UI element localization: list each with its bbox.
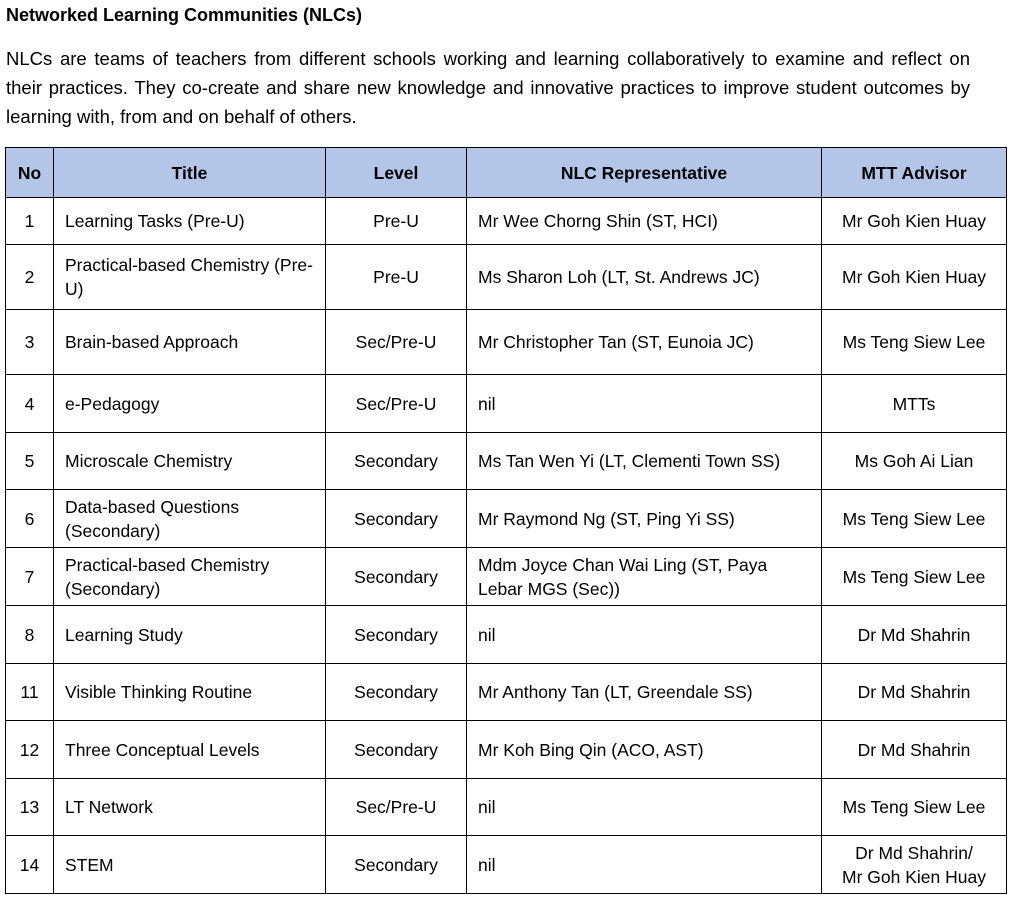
cell-advisor: Mr Goh Kien Huay bbox=[822, 198, 1007, 245]
table-row bbox=[6, 779, 1007, 836]
cell-advisor: MTTs bbox=[822, 375, 1007, 433]
cell-no: 4 bbox=[6, 375, 54, 433]
cell-no: 2 bbox=[6, 245, 54, 310]
cell-title: Practical-based Chemistry (Pre-U) bbox=[54, 245, 326, 310]
cell-level: Sec/Pre-U bbox=[326, 375, 467, 433]
cell-representative: nil bbox=[467, 375, 822, 433]
table-row bbox=[6, 198, 1007, 245]
cell-level: Secondary bbox=[326, 836, 467, 894]
cell-level: Pre-U bbox=[326, 198, 467, 245]
cell-level: Pre-U bbox=[326, 245, 467, 310]
cell-level: Secondary bbox=[326, 606, 467, 664]
table-row bbox=[6, 310, 1007, 375]
cell-level: Secondary bbox=[326, 664, 467, 721]
cell-advisor bbox=[822, 836, 1007, 894]
cell-title: STEM bbox=[54, 836, 326, 894]
cell-level: Secondary bbox=[326, 490, 467, 548]
cell-level: Secondary bbox=[326, 548, 467, 606]
cell-representative: nil bbox=[467, 779, 822, 836]
column-header-level: Level bbox=[326, 148, 467, 198]
column-header-nlc-representative: NLC Representative bbox=[467, 148, 822, 198]
cell-no: 3 bbox=[6, 310, 54, 375]
cell-no: 11 bbox=[6, 664, 54, 721]
table-row bbox=[6, 721, 1007, 779]
cell-no: 5 bbox=[6, 433, 54, 490]
cell-title: Learning Tasks (Pre-U) bbox=[54, 198, 326, 245]
cell-advisor: Dr Md Shahrin bbox=[822, 664, 1007, 721]
cell-no: 1 bbox=[6, 198, 54, 245]
column-header-title: Title bbox=[54, 148, 326, 198]
cell-advisor: Ms Teng Siew Lee bbox=[822, 490, 1007, 548]
cell-title: Practical-based Chemistry (Secondary) bbox=[54, 548, 326, 606]
cell-representative: Mr Christopher Tan (ST, Eunoia JC) bbox=[467, 310, 822, 375]
cell-advisor: Mr Goh Kien Huay bbox=[822, 245, 1007, 310]
nlc-table bbox=[5, 147, 1007, 894]
cell-no: 12 bbox=[6, 721, 54, 779]
table-row bbox=[6, 548, 1007, 606]
cell-representative: Ms Tan Wen Yi (LT, Clementi Town SS) bbox=[467, 433, 822, 490]
cell-advisor: Dr Md Shahrin bbox=[822, 606, 1007, 664]
cell-advisor: Dr Md Shahrin bbox=[822, 721, 1007, 779]
cell-title: Microscale Chemistry bbox=[54, 433, 326, 490]
cell-advisor: Ms Teng Siew Lee bbox=[822, 548, 1007, 606]
cell-level: Sec/Pre-U bbox=[326, 310, 467, 375]
cell-representative: Mr Raymond Ng (ST, Ping Yi SS) bbox=[467, 490, 822, 548]
cell-representative: nil bbox=[467, 836, 822, 894]
advisor-line: Dr Md Shahrin/ bbox=[855, 842, 973, 863]
table-row bbox=[6, 664, 1007, 721]
cell-representative: Mr Wee Chorng Shin (ST, HCI) bbox=[467, 198, 822, 245]
cell-representative: Mr Anthony Tan (LT, Greendale SS) bbox=[467, 664, 822, 721]
cell-no: 6 bbox=[6, 490, 54, 548]
cell-title: e-Pedagogy bbox=[54, 375, 326, 433]
cell-title: Brain-based Approach bbox=[54, 310, 326, 375]
cell-title: Visible Thinking Routine bbox=[54, 664, 326, 721]
cell-advisor: Ms Goh Ai Lian bbox=[822, 433, 1007, 490]
cell-no: 8 bbox=[6, 606, 54, 664]
cell-representative: Mdm Joyce Chan Wai Ling (ST, Paya Lebar MGS (Sec)) bbox=[467, 548, 822, 606]
cell-representative: Ms Sharon Loh (LT, St. Andrews JC) bbox=[467, 245, 822, 310]
table-row bbox=[6, 490, 1007, 548]
cell-level: Sec/Pre-U bbox=[326, 779, 467, 836]
cell-representative: Mr Koh Bing Qin (ACO, AST) bbox=[467, 721, 822, 779]
cell-no: 13 bbox=[6, 779, 54, 836]
advisor-line: Mr Goh Kien Huay bbox=[842, 866, 986, 887]
table-row bbox=[6, 836, 1007, 894]
column-header-no: No bbox=[6, 148, 54, 198]
cell-advisor: Ms Teng Siew Lee bbox=[822, 779, 1007, 836]
cell-level: Secondary bbox=[326, 721, 467, 779]
page-title: Networked Learning Communities (NLCs) bbox=[6, 5, 363, 25]
cell-title: Data-based Questions (Secondary) bbox=[54, 490, 326, 548]
cell-level: Secondary bbox=[326, 433, 467, 490]
table-row bbox=[6, 433, 1007, 490]
table-header-row bbox=[6, 148, 1007, 198]
cell-title: Three Conceptual Levels bbox=[54, 721, 326, 779]
table-row bbox=[6, 375, 1007, 433]
cell-title: Learning Study bbox=[54, 606, 326, 664]
table-row bbox=[6, 245, 1007, 310]
cell-no: 7 bbox=[6, 548, 54, 606]
column-header-mtt-advisor: MTT Advisor bbox=[822, 148, 1007, 198]
cell-representative: nil bbox=[467, 606, 822, 664]
intro-paragraph: NLCs are teams of teachers from different schools working and learning collaboratively to examine and reflect on their practices. They co-create and share new knowledge and innovative practices to improve student outcomes by learning with, from and on behalf of others. bbox=[6, 48, 970, 127]
table-row bbox=[6, 606, 1007, 664]
cell-advisor: Ms Teng Siew Lee bbox=[822, 310, 1007, 375]
cell-no: 14 bbox=[6, 836, 54, 894]
cell-title: LT Network bbox=[54, 779, 326, 836]
